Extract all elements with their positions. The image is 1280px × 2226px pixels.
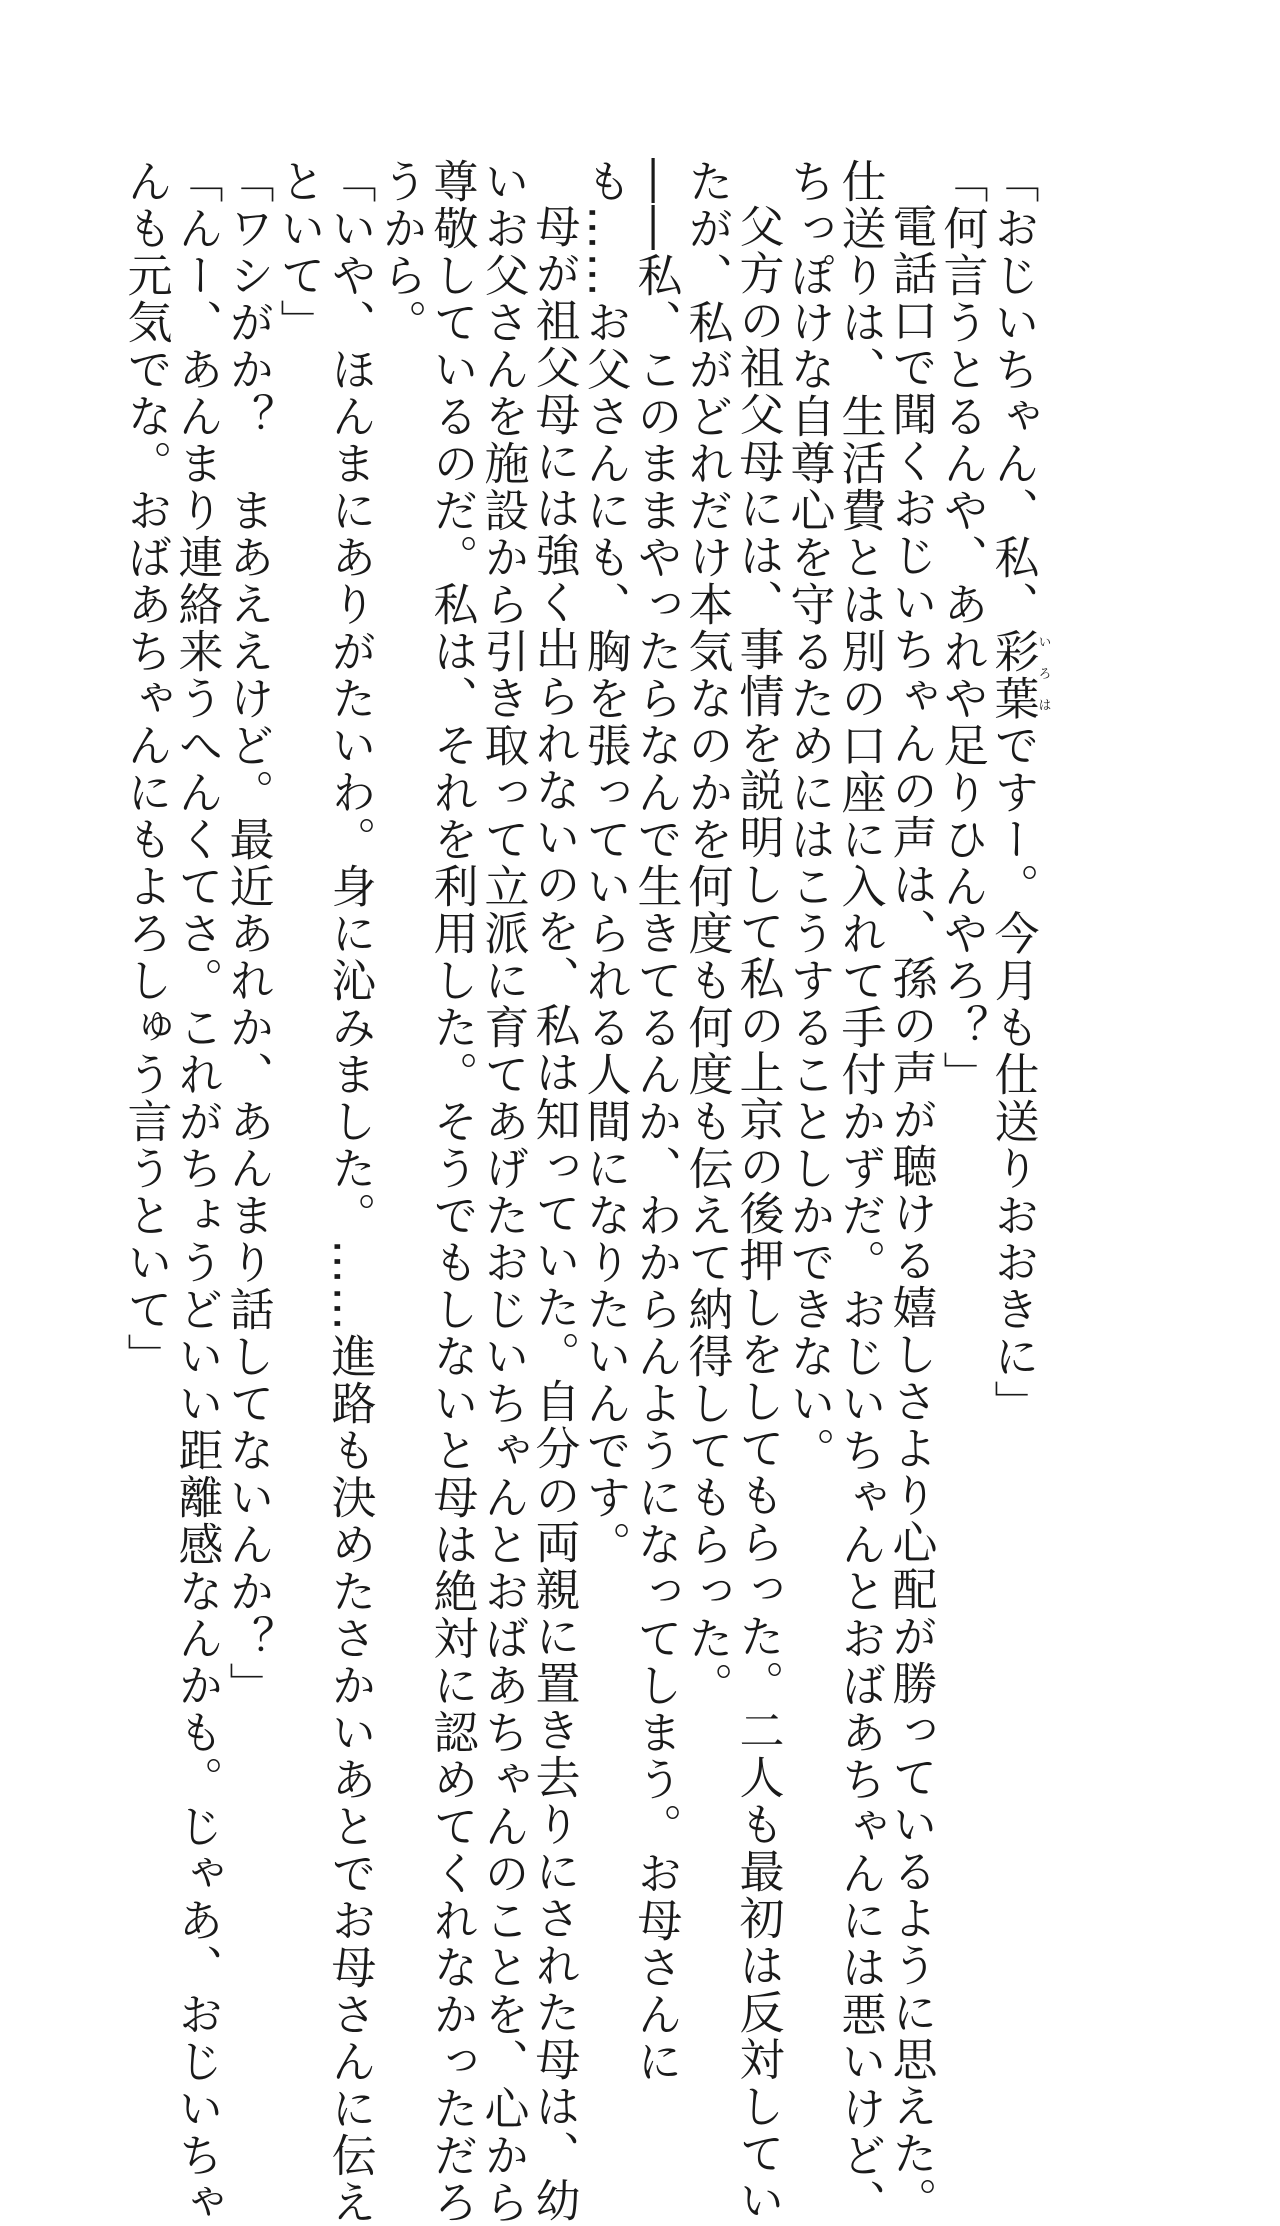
ruby-reading: いろは <box>1035 628 1051 722</box>
text-column: 父方の祖父母には、事情を説明して私の上京の後押しをしてもらった。二人も最初は反対してい <box>731 203 785 2224</box>
text-column: 仕送りは、生活費とは別の口座に入れて手付かずだ。おじいちゃんとおばあちゃんには悪いけど、 <box>833 158 887 2226</box>
text-column: んも元気でな。おばあちゃんにもよろしゅう言うといて」 <box>119 158 173 1380</box>
ruby-name <box>986 628 1051 722</box>
text-column: ――私、このままやったらなんで生きてるんか、わからんようになってしまう。お母さんに <box>629 158 683 2085</box>
text-column: たが、私がどれだけ本気なのかを何度も何度も伝えて納得してもらった。 <box>680 158 734 1709</box>
text-segment: ですー。今月も仕送りおおきに」 <box>986 722 1040 1427</box>
text-column: 母が祖父母には強く出られないのを、私は知っていた。自分の両親に置き去りにされた母は、幼 <box>527 203 581 2224</box>
text-column: ちっぽけな自尊心を守るためにはこうすることしかできない。 <box>782 158 836 1474</box>
text-column: 「何言うとるんや、あれや足りひんやろ？」 <box>935 158 989 1098</box>
text-column: うから。 <box>374 158 428 346</box>
text-column: 尊敬しているのだ。私は、それを利用した。そうでもしないと母は絶対に認めてくれなかっただろ <box>425 158 479 2226</box>
text-column: といて」 <box>272 158 326 346</box>
text-column: も……お父さんにも、胸を張っていられる人間になりたいんです。 <box>578 158 632 1568</box>
vertical-text-page <box>119 158 1051 2226</box>
text-column: 「いや、ほんまにありがたいわ。身に沁みました。……進路も決めたさかいあとでお母さんに伝え <box>323 158 377 2226</box>
text-column: 「ワシがか？ まあええけど。最近あれか、あんまり話してないんか？」 <box>221 158 275 1709</box>
text-segment: 「おじいちゃん、私、 <box>986 158 1040 628</box>
text-column: 「んー、あんまり連絡来うへんくてさ。これがちょうどいい距離感なんかも。じゃあ、おじいちゃ <box>170 158 224 2226</box>
text-column <box>988 158 1051 1478</box>
text-column: いお父さんを施設から引き取って立派に育てあげたおじいちゃんとおばあちゃんのことを、心から <box>476 158 530 2226</box>
text-column: 電話口で聞くおじいちゃんの声は、孫の声が聴ける嬉しさより心配が勝っているように思えた。 <box>884 203 938 2224</box>
ruby-base: 彩葉 <box>986 628 1040 722</box>
